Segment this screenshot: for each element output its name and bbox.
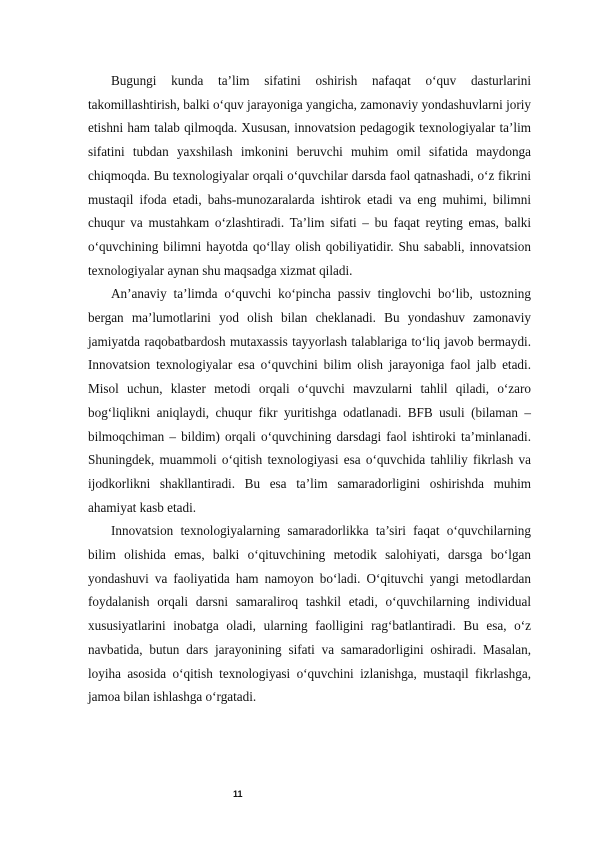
- paragraph-2: An’anaviy ta’limda o‘quvchi ko‘pincha passiv tinglovchi bo‘lib, ustozning bergan ma’lumotlarini yod olish bilan cheklanadi. Bu yondashuv zamonaviy jamiyatda raqobatbardosh mutaxassis tayyorlash talablariga to‘liq javob bermaydi. Innovatsion texnologiyalar esa o‘quvchini bilim olish jarayoniga faol jalb etadi. Misol uchun, klaster metodi orqali o‘quvchi mavzularni tahlil qiladi, o‘zaro bog‘liqlikni aniqlaydi, chuqur fikr yuritishga odatlanadi. BFB usuli (bilaman – bilmoqchiman – bildim) orqali o‘quvchining darsdagi faol ishtiroki ta’minlanadi. Shuningdek, muammoli o‘qitish texnologiyasi esa o‘quvchida tahliliy fikrlash va ijodkorlikni shakllantiradi. Bu esa ta’lim samaradorligini oshirishda muhim ahamiyat kasb etadi.: [88, 286, 531, 515]
- paragraph-1: Bugungi kunda ta’lim sifatini oshirish nafaqat o‘quv dasturlarini takomillashtirish, balki o‘quv jarayoniga yangicha, zamonaviy yondashuvlarni joriy etishni ham talab qilmoqda. Xususan, innovatsion pedagogik texnologiyalar ta’lim sifatini tubdan yaxshilash imkonini beruvchi muhim omil sifatida maydonga chiqmoqda. Bu texnologiyalar orqali o‘quvchilar darsda faol qatnashadi, o‘z fikrini mustaqil ifoda etadi, bahs-munozaralarda ishtirok etadi va eng muhimi, bilimni chuqur va mustahkam o‘zlashtiradi. Ta’lim sifati – bu faqat reyting emas, balki o‘quvchining bilimni hayotda qo‘llay olish qobiliyatidir. Shu sababli, innovatsion texnologiyalar aynan shu maqsadga xizmat qiladi.: [88, 73, 531, 278]
- body-text: [88, 69, 531, 709]
- paragraph-3: Innovatsion texnologiyalarning samaradorlikka ta’siri faqat o‘quvchilarning bilim olishida emas, balki o‘qituvchining metodik salohiyati, darsga bo‘lgan yondashuvi va faoliyatida ham namoyon bo‘ladi. O‘qituvchi yangi metodlardan foydalanish orqali darsni samaraliroq tashkil etadi, o‘quvchilarning individual xususiyatlarini inobatga oladi, ularning faolligini rag‘batlantiradi. Bu esa, o‘z navbatida, butun dars jarayonining sifati va samaradorligini oshiradi. Masalan, loyiha asosida o‘qitish texnologiyasi o‘quvchini izlanishga, mustaqil fikrlashga, jamoa bilan ishlashga o‘rgatadi.: [88, 523, 531, 705]
- page-number: 11: [233, 789, 243, 799]
